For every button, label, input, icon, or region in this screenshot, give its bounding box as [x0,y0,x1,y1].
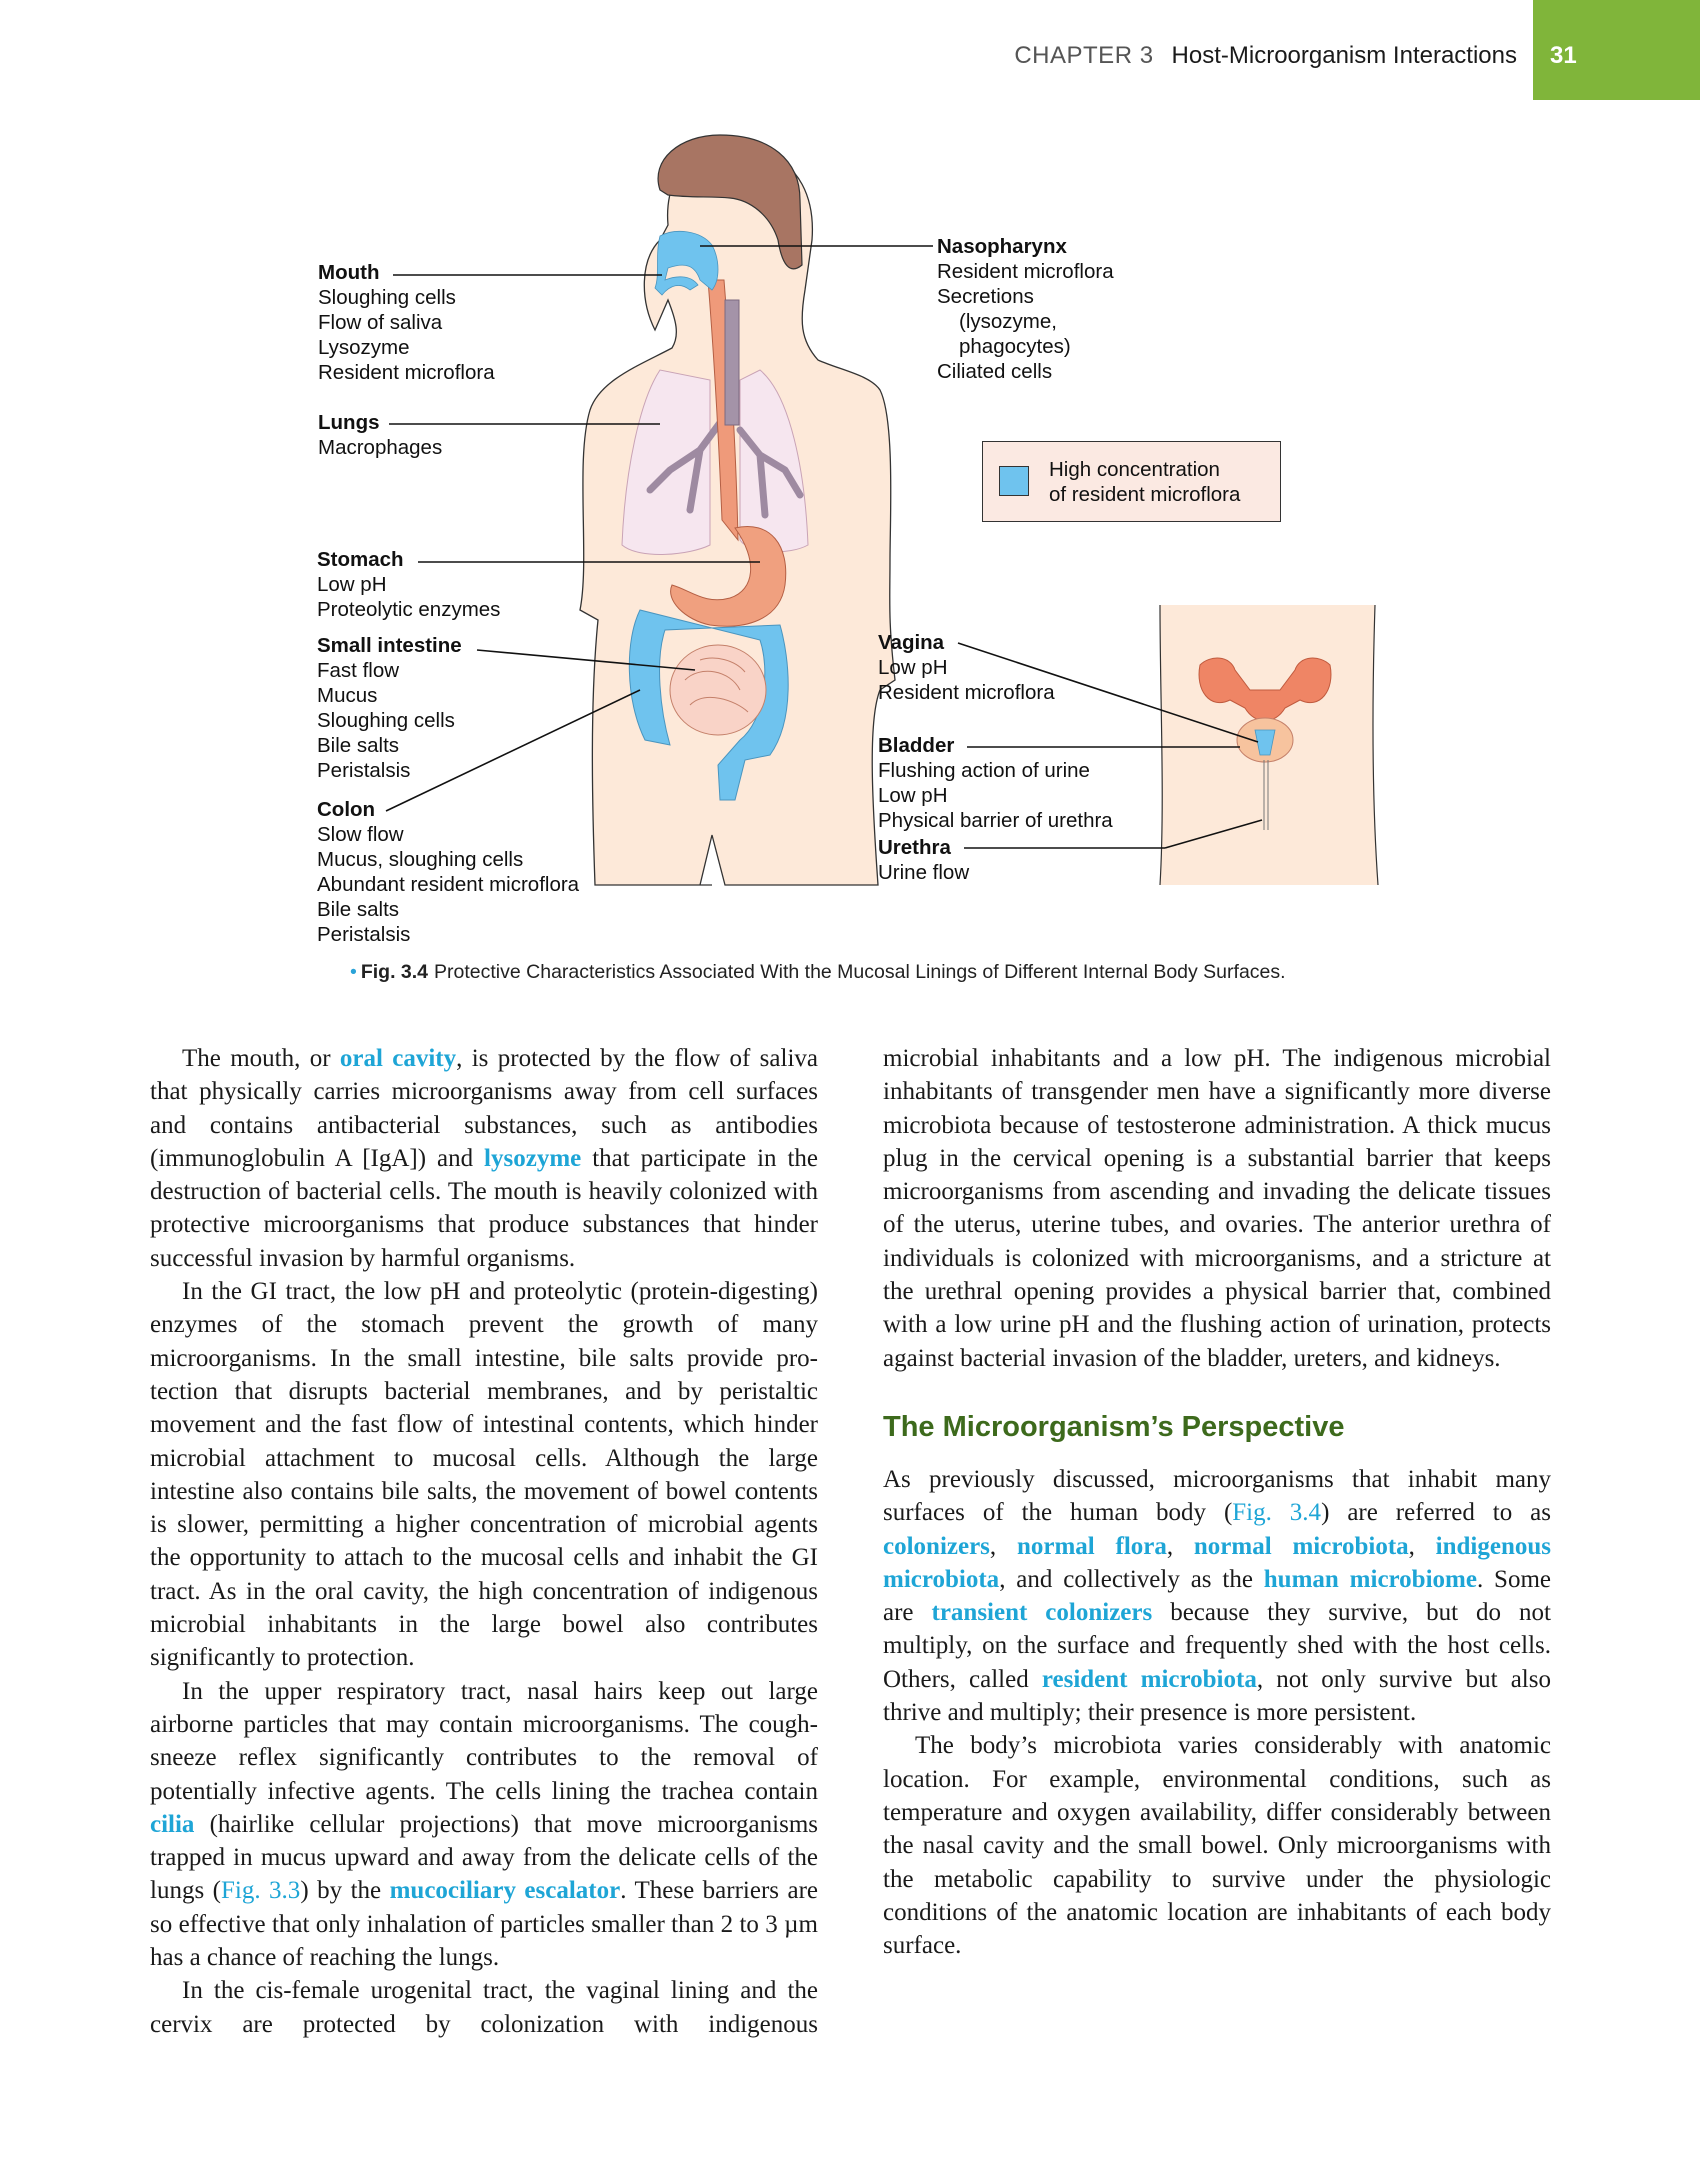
label-heading: Vagina [878,631,945,654]
paragraph-microbiota-terms [883,1463,1551,1729]
label-item: Macrophages [318,436,443,459]
figure-reference-link[interactable]: Fig. 3.3 [220,1877,301,1905]
label-bladder [878,733,1113,833]
label-heading: Stomach [317,548,404,571]
paragraph-anatomic-variation: The body’s microbiota varies considerably with anatomic location. For example, environmental conditions, such as temperature and oxygen availability, differ considerably between the nasal cavity and the small bowel. Only microorganisms with the metabolic capability to survive under the physiologic conditions of the anatomic location are inhabitants of each body surface. [883,1732,1551,1960]
label-item: Urine flow [878,861,970,884]
text-run: . Some are [883,1565,1551,1627]
text-run: (hairlike cellular projections) that move microorganisms trapped in mucus upward and away from the delicate cells of the lungs ( [150,1810,818,1905]
label-item: Physical barrier of urethra [878,809,1113,832]
label-heading: Urethra [878,836,951,859]
text-run: because they survive, but do not multiply, on the surface and frequently shed with the host cells. Others, called [883,1599,1551,1693]
text-run: , [1408,1532,1436,1560]
label-urethra [878,835,969,885]
label-item: Low pH [317,573,387,596]
figure-number: Fig. 3.4 [360,961,429,983]
label-small-intestine [317,633,462,783]
figure-legend [982,441,1281,522]
label-item: Peristalsis [317,759,411,782]
label-item: Ciliated cells [937,360,1053,383]
text-run: ) by the [300,1877,390,1905]
text-run: , [1166,1532,1194,1560]
text-run: In the upper respiratory tract, nasal hairs keep out large airborne particles that may contain microorganisms. The cough-sneeze reflex significantly contributes to the removal of potentially infective agents. The cells lining the trachea contain [150,1677,818,1805]
label-item: Secretions [937,285,1034,308]
text-run: ) are referred to as [1321,1499,1551,1527]
caption-text: Protective Characteristics Associated With the Mucosal Linings of Different Internal Body Surfaces. [434,961,1286,983]
label-heading: Nasopharynx [937,235,1067,258]
paragraph-urogenital-cont: microbial inhabitants and a low pH. The indigenous microbial inhabitants of transgender men have a significantly more diverse microbiota because of testosterone administration. A thick mucus plug in the cervical opening is a substantial barrier that keeps microorganisms from ascending and invading the delicate tissues of the uterus, uterine tubes, and ovaries. The anterior urethra of individuals is colonized with microorganisms, and a stricture at the urethral opening provides a physical barrier that, combined with a low urine pH and the flushing action of urination, protects against bacterial invasion of the bladder, ureters, and kidneys. [883,1045,1551,1372]
nasopharynx-icon [655,231,718,295]
legend-line-1: High concentration [1049,458,1220,481]
label-mouth [318,260,495,385]
label-heading: Colon [317,798,376,821]
label-item: Resident microflora [937,260,1114,283]
label-stomach [317,547,500,622]
label-item: Slow flow [317,823,404,846]
keyword-resident-microbiota[interactable]: resident microbiota [1041,1665,1257,1693]
label-heading: Bladder [878,734,955,757]
text-run: The mouth, or [182,1045,340,1072]
text-run: , [989,1532,1017,1560]
label-item: (lysozyme, [959,310,1057,333]
label-colon [317,797,579,947]
keyword-transient-colonizers[interactable]: transient colonizers [931,1599,1153,1627]
bullet-icon: • [350,961,357,983]
legend-line-2: of resident microflora [1049,483,1241,506]
keyword-colonizers[interactable]: colonizers [883,1532,990,1560]
label-item: Lysozyme [318,336,410,359]
label-item: Flow of saliva [318,311,443,334]
chapter-title: Host-Microorganism Interactions [1171,42,1517,69]
label-item: Sloughing cells [317,709,455,732]
chapter-label: CHAPTER 3 [1014,42,1154,69]
keyword-mucociliary-escalator[interactable]: mucociliary escalator [389,1877,621,1905]
keyword-normal-flora[interactable]: normal flora [1016,1532,1167,1560]
female-pelvis-icon [1160,605,1378,885]
paragraph-respiratory [150,1675,818,1975]
label-item: Flushing action of urine [878,759,1090,782]
page-number: 31 [1550,42,1577,69]
label-item: Fast flow [317,659,400,682]
text-run: , is protected by the flow of saliva that physically carries microorganisms away from cell surfaces and contains antibacterial substances, such as antibodies (immunoglobulin A [IgA]) and [150,1045,818,1172]
label-item: Resident microflora [318,361,495,384]
legend-text [1049,457,1240,507]
label-heading: Small intestine [317,634,462,657]
label-vagina [878,630,1055,705]
paragraph-gi-tract: In the GI tract, the low pH and proteolytic (protein-digesting) enzymes of the stomach prevent the growth of many microorganisms. In the small intestine, bile salts provide protection that disrupts bacterial membranes, and by peristaltic movement and the fast flow of intestinal contents, which hinder microbial attachment to mucosal cells. Although the large intestine also contains bile salts, the movement of bowel contents is slower, permitting a higher concentration of microbial agents the opportunity to attach to the mucosal cells and inhabit the GI tract. As in the oral cavity, the high concentration of indigenous microbial inhabitants in the large bowel also contributes significantly to protection. [150,1278,818,1672]
keyword-human-microbiome[interactable]: human microbiome [1263,1565,1477,1593]
text-run: , not only survive but also thrive and multiply; their presence is more persistent. [883,1665,1551,1727]
text-run: . These barriers are so effective that only inhalation of particles smaller than 2 to 3 µm has a chance of reaching the lungs. [150,1877,819,1972]
keyword-cilia[interactable]: cilia [150,1810,195,1838]
anatomy-illustration [0,0,1700,1020]
legend-swatch-icon [999,466,1029,496]
text-run: , and collectively as the [999,1565,1264,1593]
label-heading: Lungs [318,411,380,434]
body-column-left [150,1042,818,2041]
label-item: Mucus [317,684,378,707]
section-heading: The Microorganism’s Perspective [883,1410,1345,1443]
label-item: Low pH [878,784,948,807]
figure-3-4 [0,0,1700,1020]
label-item: Abundant resident microflora [317,873,580,896]
label-item: Resident microflora [878,681,1055,704]
label-item: Low pH [878,656,948,679]
label-item: phagocytes) [959,335,1071,358]
keyword-normal-microbiota[interactable]: normal microbiota [1193,1532,1409,1560]
paragraph-urogenital: In the cis-female urogenital tract, the vaginal lining and the cervix are protected by colonization with indigenous [150,1977,818,2038]
body-column-right [883,1042,1551,1962]
label-item: Bile salts [317,734,400,757]
trachea-icon [725,300,739,425]
label-item: Mucus, sloughing cells [317,848,524,871]
label-heading: Mouth [318,261,380,284]
figure-caption [350,958,1360,987]
label-item: Sloughing cells [318,286,456,309]
keyword-lysozyme[interactable]: lysozyme [484,1144,582,1172]
text-run: As previously discussed, microorganisms that inhabit many surfaces of the human body ( [883,1465,1551,1527]
figure-reference-link[interactable]: Fig. 3.4 [1232,1499,1322,1527]
label-nasopharynx [937,234,1114,384]
paragraph-oral-cavity [150,1042,818,1275]
label-item: Bile salts [317,898,400,921]
keyword-oral-cavity[interactable]: oral cavity [339,1045,457,1072]
keyword-indigenous-microbiota[interactable]: indigenous microbiota [883,1532,1552,1593]
label-lungs [318,410,442,460]
text-run: that participate in the destruction of bacterial cells. The mouth is heavily colonized with protective microorganisms that produce substances that hinder successful invasion by harmful organisms. [150,1144,819,1272]
label-item: Peristalsis [317,923,411,946]
label-item: Proteolytic enzymes [317,598,501,621]
